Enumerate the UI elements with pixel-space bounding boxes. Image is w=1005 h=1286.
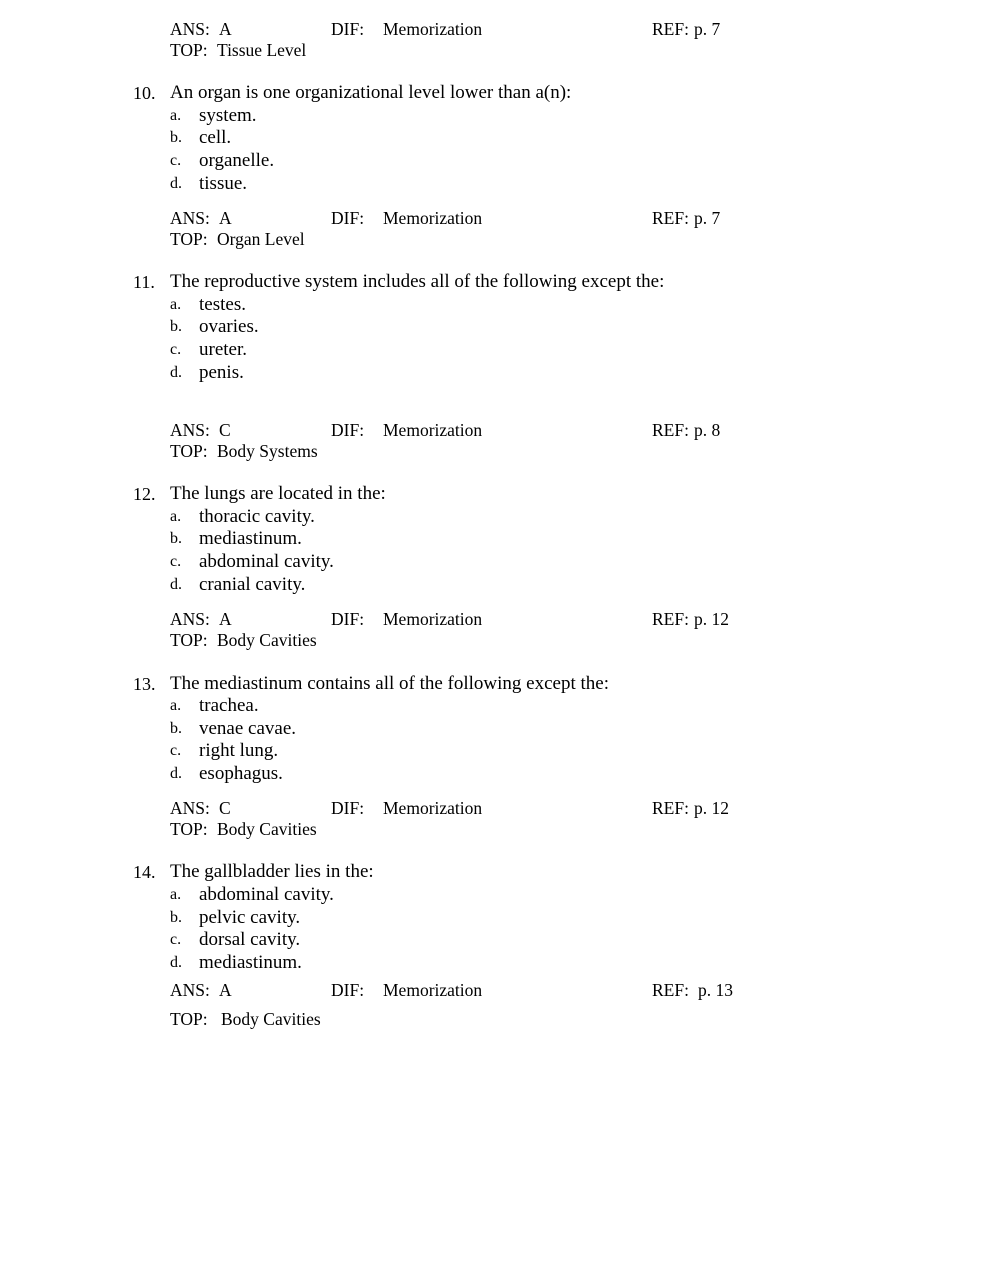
dif-label: DIF:	[331, 980, 365, 1000]
top-value: Body Cavities	[217, 630, 317, 650]
ref-label: REF:	[652, 980, 689, 1000]
ref-label: REF:	[652, 208, 689, 228]
option-letter: b.	[170, 129, 182, 146]
top-label: TOP:	[170, 40, 208, 60]
option-letter: a.	[170, 107, 182, 124]
ref-value: p. 7	[694, 19, 721, 39]
option-text: ovaries.	[199, 316, 259, 337]
option-letter: c.	[170, 341, 182, 358]
option-letter: d.	[170, 175, 182, 192]
ans-value: A	[219, 980, 232, 1000]
option-letter: c.	[170, 742, 182, 759]
ref-label: REF:	[652, 19, 689, 39]
top-label: TOP:	[170, 1009, 208, 1029]
topic-row	[170, 1009, 810, 1030]
option-text: right lung.	[199, 740, 279, 761]
dif-label: DIF:	[331, 609, 365, 629]
answer-row	[170, 420, 810, 441]
answer-row	[170, 798, 810, 819]
dif-value: Memorization	[383, 19, 483, 39]
topic-row	[170, 630, 810, 651]
top-value: Body Cavities	[217, 819, 317, 839]
ans-value: A	[219, 609, 232, 629]
ans-value: A	[219, 208, 232, 228]
answer-meta-q10	[170, 208, 810, 250]
option-text: cranial cavity.	[199, 574, 306, 595]
ref-value: p. 13	[698, 980, 733, 1000]
ans-label: ANS:	[170, 420, 210, 440]
option-text: abdominal cavity.	[199, 551, 334, 572]
option-letter: c.	[170, 931, 182, 948]
answer-meta-q14	[170, 980, 810, 1030]
option-text: organelle.	[199, 150, 275, 171]
ans-label: ANS:	[170, 980, 210, 1000]
top-label: TOP:	[170, 441, 208, 461]
option-letter: b.	[170, 720, 182, 737]
question-number: 13.	[133, 674, 156, 694]
option-letter: a.	[170, 296, 182, 313]
option-letter: c.	[170, 553, 182, 570]
ans-value: C	[219, 798, 231, 818]
question-stem: An organ is one organizational level lower than a(n):	[170, 82, 572, 103]
ans-label: ANS:	[170, 19, 210, 39]
answer-meta-q13	[170, 798, 810, 840]
option-text: abdominal cavity.	[199, 884, 334, 905]
option-text: tissue.	[199, 173, 248, 194]
dif-label: DIF:	[331, 420, 365, 440]
question-stem: The gallbladder lies in the:	[170, 861, 374, 882]
option-letter: a.	[170, 508, 182, 525]
top-label: TOP:	[170, 630, 208, 650]
option-letter: c.	[170, 152, 182, 169]
option-text: venae cavae.	[199, 718, 297, 739]
top-label: TOP:	[170, 229, 208, 249]
top-value: Body Cavities	[221, 1009, 321, 1029]
option-text: mediastinum.	[199, 952, 302, 973]
option-letter: d.	[170, 364, 182, 381]
option-letter: d.	[170, 765, 182, 782]
top-label: TOP:	[170, 819, 208, 839]
dif-label: DIF:	[331, 208, 365, 228]
ans-label: ANS:	[170, 609, 210, 629]
option-text: thoracic cavity.	[199, 506, 315, 527]
dif-value: Memorization	[383, 798, 483, 818]
option-text: mediastinum.	[199, 528, 302, 549]
option-text: esophagus.	[199, 763, 283, 784]
option-letter: d.	[170, 576, 182, 593]
answer-meta-q11	[170, 420, 810, 462]
option-text: cell.	[199, 127, 232, 148]
question-number: 11.	[133, 272, 155, 292]
ref-value: p. 8	[694, 420, 721, 440]
dif-value: Memorization	[383, 609, 483, 629]
dif-label: DIF:	[331, 798, 365, 818]
top-value: Body Systems	[217, 441, 318, 461]
ans-value: A	[219, 19, 232, 39]
option-text: penis.	[199, 362, 244, 383]
option-text: trachea.	[199, 695, 259, 716]
answer-row	[170, 980, 810, 1001]
ref-label: REF:	[652, 798, 689, 818]
option-text: testes.	[199, 294, 246, 315]
ans-label: ANS:	[170, 208, 210, 228]
topic-row	[170, 441, 810, 462]
ref-value: p. 7	[694, 208, 721, 228]
answer-meta-q9	[170, 19, 810, 61]
option-letter: b.	[170, 318, 182, 335]
dif-value: Memorization	[383, 420, 483, 440]
ans-label: ANS:	[170, 798, 210, 818]
option-letter: a.	[170, 697, 182, 714]
topic-row	[170, 819, 810, 840]
question-number: 14.	[133, 862, 156, 882]
ref-label: REF:	[652, 609, 689, 629]
option-text: system.	[199, 105, 257, 126]
option-letter: b.	[170, 909, 182, 926]
top-value: Organ Level	[217, 229, 305, 249]
topic-row	[170, 40, 810, 61]
dif-label: DIF:	[331, 19, 365, 39]
dif-value: Memorization	[383, 208, 483, 228]
ref-label: REF:	[652, 420, 689, 440]
option-text: pelvic cavity.	[199, 907, 301, 928]
answer-row	[170, 609, 810, 630]
topic-row	[170, 229, 810, 250]
option-letter: b.	[170, 530, 182, 547]
answer-row	[170, 19, 810, 40]
answer-row	[170, 208, 810, 229]
answer-meta-q12	[170, 609, 810, 651]
question-stem: The lungs are located in the:	[170, 483, 386, 504]
ans-value: C	[219, 420, 231, 440]
question-number: 10.	[133, 83, 156, 103]
ref-value: p. 12	[694, 798, 729, 818]
question-number: 12.	[133, 484, 156, 504]
question-stem: The reproductive system includes all of the following except the:	[170, 271, 665, 292]
question-stem: The mediastinum contains all of the following except the:	[170, 673, 609, 694]
option-letter: a.	[170, 886, 182, 903]
option-text: ureter.	[199, 339, 248, 360]
ref-value: p. 12	[694, 609, 729, 629]
top-value: Tissue Level	[217, 40, 307, 60]
dif-value: Memorization	[383, 980, 483, 1000]
option-text: dorsal cavity.	[199, 929, 301, 950]
option-letter: d.	[170, 954, 182, 971]
